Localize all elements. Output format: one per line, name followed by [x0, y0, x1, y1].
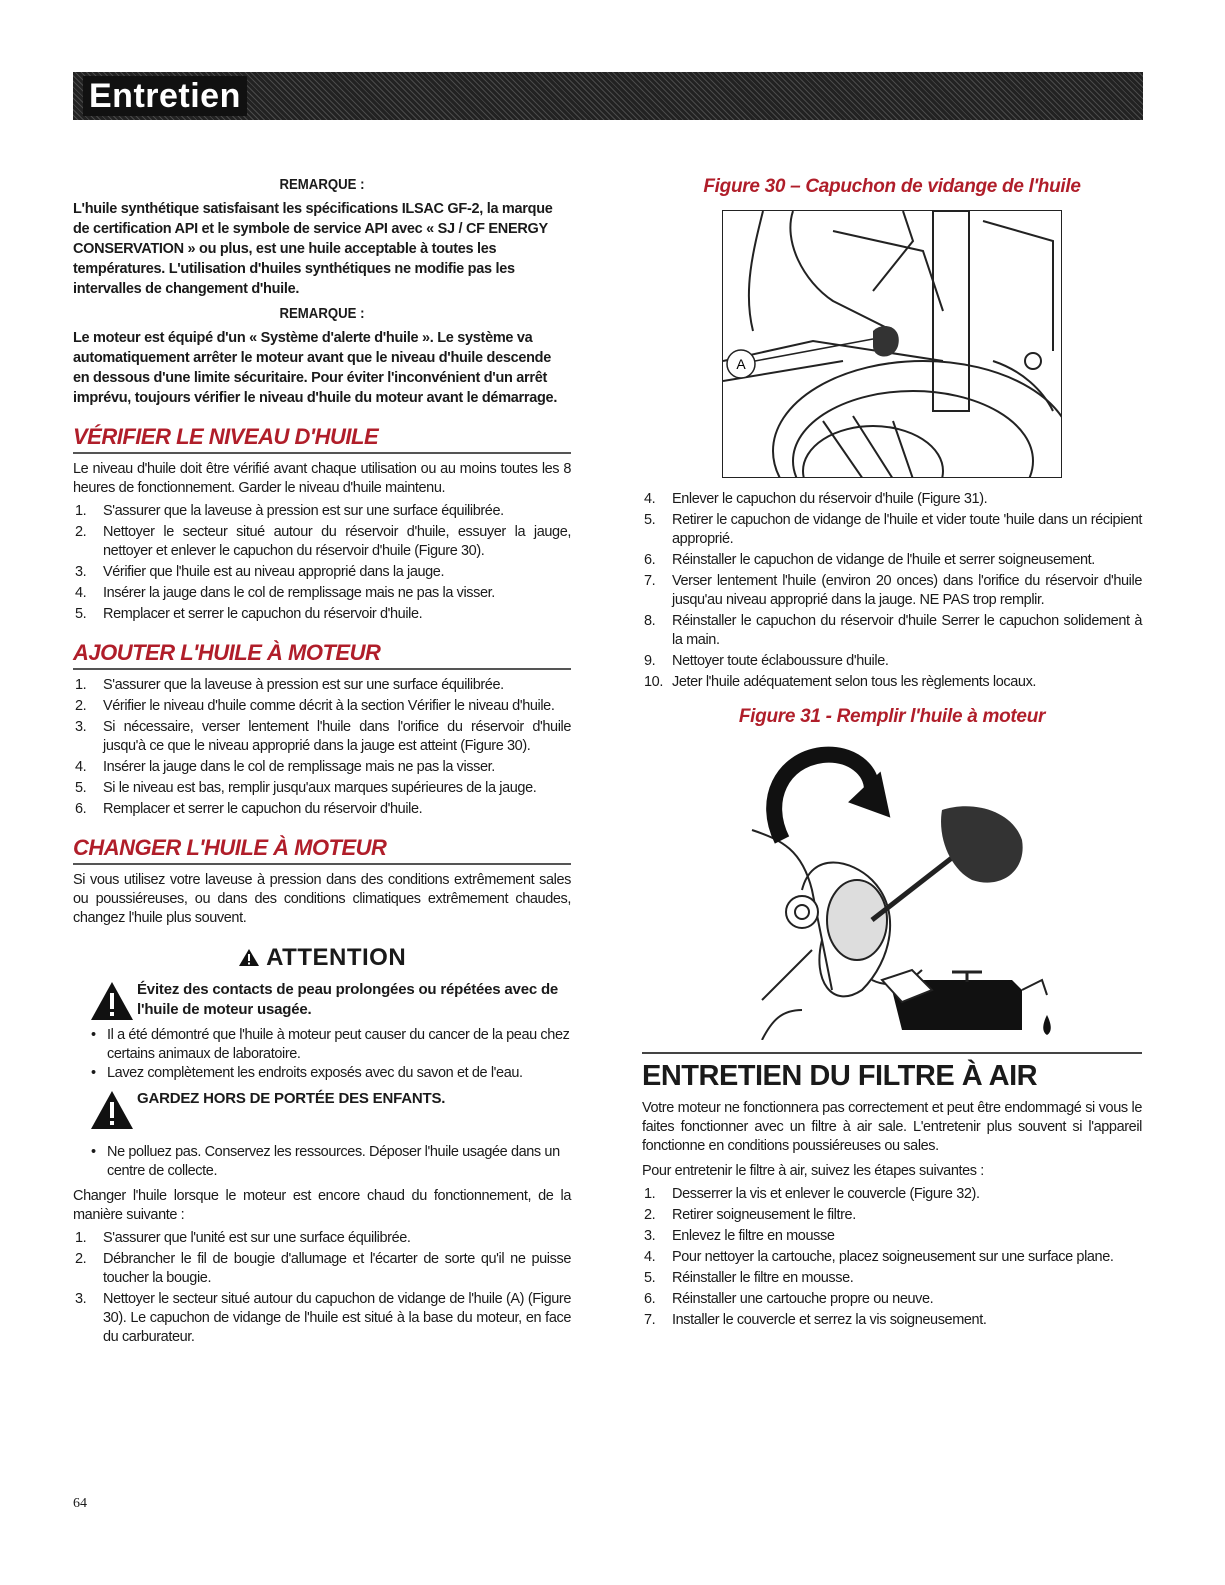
- step-text: Si le niveau est bas, remplir jusqu'aux marques supérieures de la jauge.: [103, 780, 537, 796]
- step-text: Verser lentement l'huile (environ 20 onces) dans l'orifice du réservoir d'huile jusqu'au niveau approprié dans la jauge. NE PAS trop remplir.: [672, 573, 1142, 608]
- step-number: 1.: [644, 1186, 656, 1202]
- step-number: 6.: [644, 1291, 656, 1307]
- list-item: [642, 1269, 1142, 1288]
- note-label: REMARQUE :: [279, 176, 365, 193]
- list-item: [73, 605, 571, 624]
- list-item: [73, 1229, 571, 1248]
- list-item: [73, 697, 571, 716]
- figure-caption: Figure 31 - Remplir l'huile à moteur: [738, 706, 1046, 727]
- list-item: [642, 572, 1142, 610]
- step-number: 6.: [644, 552, 656, 568]
- step-text: Nettoyer le secteur situé autour du capuchon de vidange de l'huile (A) (Figure 30). Le capuchon de vidange de l'huile est situé à la base du moteur, en face du carburateur.: [103, 1291, 571, 1345]
- step-number: 4.: [644, 1249, 656, 1265]
- list-item: [642, 1227, 1142, 1246]
- steps-list: [73, 1229, 571, 1347]
- warning-block: [73, 1089, 571, 1137]
- list-item: [642, 1290, 1142, 1309]
- list-item: [73, 523, 571, 561]
- step-number: 5.: [644, 512, 656, 528]
- step-text: Desserrer la vis et enlever le couvercle (Figure 32).: [672, 1186, 980, 1202]
- step-text: Remplacer et serrer le capuchon du réservoir d'huile.: [103, 801, 423, 817]
- step-number: 3.: [644, 1228, 656, 1244]
- section-title-air-filter: ENTRETIEN DU FILTRE À AIR: [642, 1052, 1142, 1093]
- oil-fill-illustration: [722, 740, 1062, 1040]
- step-text: Réinstaller le capuchon de vidange de l'huile et serrer soigneusement.: [672, 552, 1095, 568]
- figure-31-image: [722, 740, 1062, 1040]
- bullet-list: [73, 1143, 571, 1181]
- bullet-item: • Il a été démontré que l'huile à moteur peut causer du cancer de la peau chez certains animaux de laboratoire.: [91, 1026, 571, 1064]
- warning-triangle-icon: [89, 980, 135, 1022]
- step-number: 3.: [75, 719, 87, 735]
- list-item: [642, 1311, 1142, 1330]
- step-text: Réinstaller le filtre en mousse.: [672, 1270, 854, 1286]
- section-title-add-oil: AJOUTER L'HUILE À MOTEUR: [73, 640, 571, 670]
- step-text: S'assurer que la laveuse à pression est sur une surface équilibrée.: [103, 503, 504, 519]
- step-text: S'assurer que l'unité est sur une surface équilibrée.: [103, 1230, 411, 1246]
- figure-30-image: [722, 210, 1062, 478]
- note-body: Le moteur est équipé d'un « Système d'alerte d'huile ». Le système va automatiquement arrêter le moteur avant que le niveau d'huile descende en dessous d'une limite sécuritaire. Pour éviter l'inconvénient d'un arrêt imprévu, toujours vérifier le niveau d'huile du moteur avant le démarrage.: [73, 330, 558, 406]
- steps-list: [73, 676, 571, 819]
- steps-list: [73, 502, 571, 624]
- step-text: Pour nettoyer la cartouche, placez soigneusement sur une surface plane.: [672, 1249, 1114, 1265]
- step-number: 7.: [644, 1312, 656, 1328]
- step-number: 1.: [75, 677, 87, 693]
- list-item: [73, 1290, 571, 1347]
- list-item: [642, 1206, 1142, 1225]
- step-number: 5.: [75, 780, 87, 796]
- step-text: Retirer soigneusement le filtre.: [672, 1207, 856, 1223]
- step-number: 10.: [644, 674, 663, 690]
- list-item: [642, 612, 1142, 650]
- page-number: 64: [73, 1496, 87, 1511]
- step-text: Insérer la jauge dans le col de remplissage mais ne pas la visser.: [103, 759, 495, 775]
- list-item: [642, 1185, 1142, 1204]
- list-item: [73, 563, 571, 582]
- note-label: REMARQUE :: [279, 305, 365, 322]
- steps-list: [642, 1185, 1142, 1330]
- paragraph: Le niveau d'huile doit être vérifié avant chaque utilisation ou au moins toutes les 8 heures de fonctionnement. Garder le niveau d'huile maintenu.: [73, 461, 571, 496]
- warning-triangle-icon: [89, 1089, 135, 1131]
- list-item: [642, 551, 1142, 570]
- list-item: [642, 652, 1142, 671]
- list-item: [73, 779, 571, 798]
- list-item: [642, 490, 1142, 509]
- step-text: Vérifier que l'huile est au niveau approprié dans la jauge.: [103, 564, 445, 580]
- steps-list: [642, 490, 1142, 692]
- figure-caption: Figure 30 – Capuchon de vidange de l'huile: [703, 176, 1081, 197]
- attention-label: ATTENTION: [266, 944, 407, 971]
- step-text: Réinstaller le capuchon du réservoir d'huile Serrer le capuchon solidement à la main.: [672, 613, 1142, 648]
- list-item: [73, 676, 571, 695]
- list-item: [642, 511, 1142, 549]
- list-item: [73, 800, 571, 819]
- step-text: Retirer le capuchon de vidange de l'huile et vider toute 'huile dans un récipient approprié.: [672, 512, 1142, 547]
- step-text: Remplacer et serrer le capuchon du réservoir d'huile.: [103, 606, 423, 622]
- step-text: S'assurer que la laveuse à pression est sur une surface équilibrée.: [103, 677, 504, 693]
- page-title: Entretien: [83, 76, 247, 116]
- paragraph: Si vous utilisez votre laveuse à pression dans des conditions extrêmement sales ou poussiéreuses, ou dans des conditions climatiques extrêmement chaudes, changez l'huile plus souvent.: [73, 872, 571, 926]
- warning-icon: [238, 948, 260, 967]
- step-number: 5.: [75, 606, 87, 622]
- list-item: [73, 1250, 571, 1288]
- step-text: Enlever le capuchon du réservoir d'huile (Figure 31).: [672, 491, 988, 507]
- list-item: [73, 584, 571, 603]
- bullet-item: • Lavez complètement les endroits exposés avec du savon et de l'eau.: [91, 1064, 571, 1083]
- step-number: 7.: [644, 573, 656, 589]
- attention-heading: [73, 944, 571, 972]
- step-text: Nettoyer toute éclaboussure d'huile.: [672, 653, 889, 669]
- bullet-list: [73, 1026, 571, 1083]
- step-number: 1.: [75, 1230, 87, 1246]
- left-column: [73, 176, 571, 1349]
- step-text: Nettoyer le secteur situé autour du réservoir d'huile, essuyer la jauge, nettoyer et enlever le capuchon du réservoir d'huile (Figure 30).: [103, 524, 571, 559]
- note-body: L'huile synthétique satisfaisant les spécifications ILSAC GF-2, la marque de certification API et le symbole de service API avec « SJ / CF ENERGY CONSERVATION » ou plus, est une huile acceptable à toutes les températures. L'utilisation d'huiles synthétiques ne modifie pas les intervalles de changement d'huile.: [73, 201, 553, 297]
- step-number: 3.: [75, 1291, 87, 1307]
- step-number: 4.: [644, 491, 656, 507]
- list-item: [642, 673, 1142, 692]
- step-text: Jeter l'huile adéquatement selon tous les règlements locaux.: [672, 674, 1037, 690]
- warning-text: GARDEZ HORS DE PORTÉE DES ENFANTS.: [137, 1090, 446, 1107]
- section-title-change-oil: CHANGER L'HUILE À MOTEUR: [73, 835, 571, 865]
- step-number: 1.: [75, 503, 87, 519]
- paragraph: Changer l'huile lorsque le moteur est encore chaud du fonctionnement, de la manière suivante :: [73, 1188, 571, 1223]
- step-text: Enlevez le filtre en mousse: [672, 1228, 835, 1244]
- list-item: [73, 502, 571, 521]
- list-item: [73, 718, 571, 756]
- bullet-item: • Ne polluez pas. Conservez les ressources. Déposer l'huile usagée dans un centre de collecte.: [91, 1143, 571, 1181]
- step-text: Insérer la jauge dans le col de remplissage mais ne pas la visser.: [103, 585, 495, 601]
- step-number: 2.: [75, 524, 87, 540]
- warning-block: [73, 980, 571, 1020]
- step-text: Vérifier le niveau d'huile comme décrit à la section Vérifier le niveau d'huile.: [103, 698, 555, 714]
- step-number: 6.: [75, 801, 87, 817]
- list-item: [642, 1248, 1142, 1267]
- section-title-verify: VÉRIFIER LE NIVEAU D'HUILE: [73, 424, 571, 454]
- callout-label: A: [736, 356, 746, 372]
- paragraph: Pour entretenir le filtre à air, suivez les étapes suivantes :: [642, 1163, 984, 1179]
- step-text: Réinstaller une cartouche propre ou neuve.: [672, 1291, 934, 1307]
- list-item: [73, 758, 571, 777]
- step-number: 5.: [644, 1270, 656, 1286]
- step-text: Débrancher le fil de bougie d'allumage et l'écarter de sorte qu'il ne puisse toucher la bougie.: [103, 1251, 571, 1286]
- step-number: 4.: [75, 759, 87, 775]
- step-number: 2.: [644, 1207, 656, 1223]
- step-number: 2.: [75, 698, 87, 714]
- engine-drain-illustration: [723, 211, 1062, 478]
- right-column: [642, 176, 1142, 1332]
- step-number: 4.: [75, 585, 87, 601]
- step-number: 2.: [75, 1251, 87, 1267]
- step-number: 3.: [75, 564, 87, 580]
- warning-text: Évitez des contacts de peau prolongées ou répétées avec de l'huile de moteur usagée.: [137, 981, 559, 1018]
- step-text: Installer le couvercle et serrez la vis soigneusement.: [672, 1312, 987, 1328]
- step-text: Si nécessaire, verser lentement l'huile dans l'orifice du réservoir d'huile jusqu'à ce que le niveau approprié dans la jauge est atteint (Figure 30).: [103, 719, 571, 754]
- section-banner: [73, 72, 1143, 120]
- paragraph: Votre moteur ne fonctionnera pas correctement et peut être endommagé si vous le faites fonctionner avec un filtre à air sale. L'entretenir plus souvent si l'appareil fonctionne en conditions poussiéreuses ou sales.: [642, 1100, 1142, 1154]
- step-number: 9.: [644, 653, 656, 669]
- step-number: 8.: [644, 613, 656, 629]
